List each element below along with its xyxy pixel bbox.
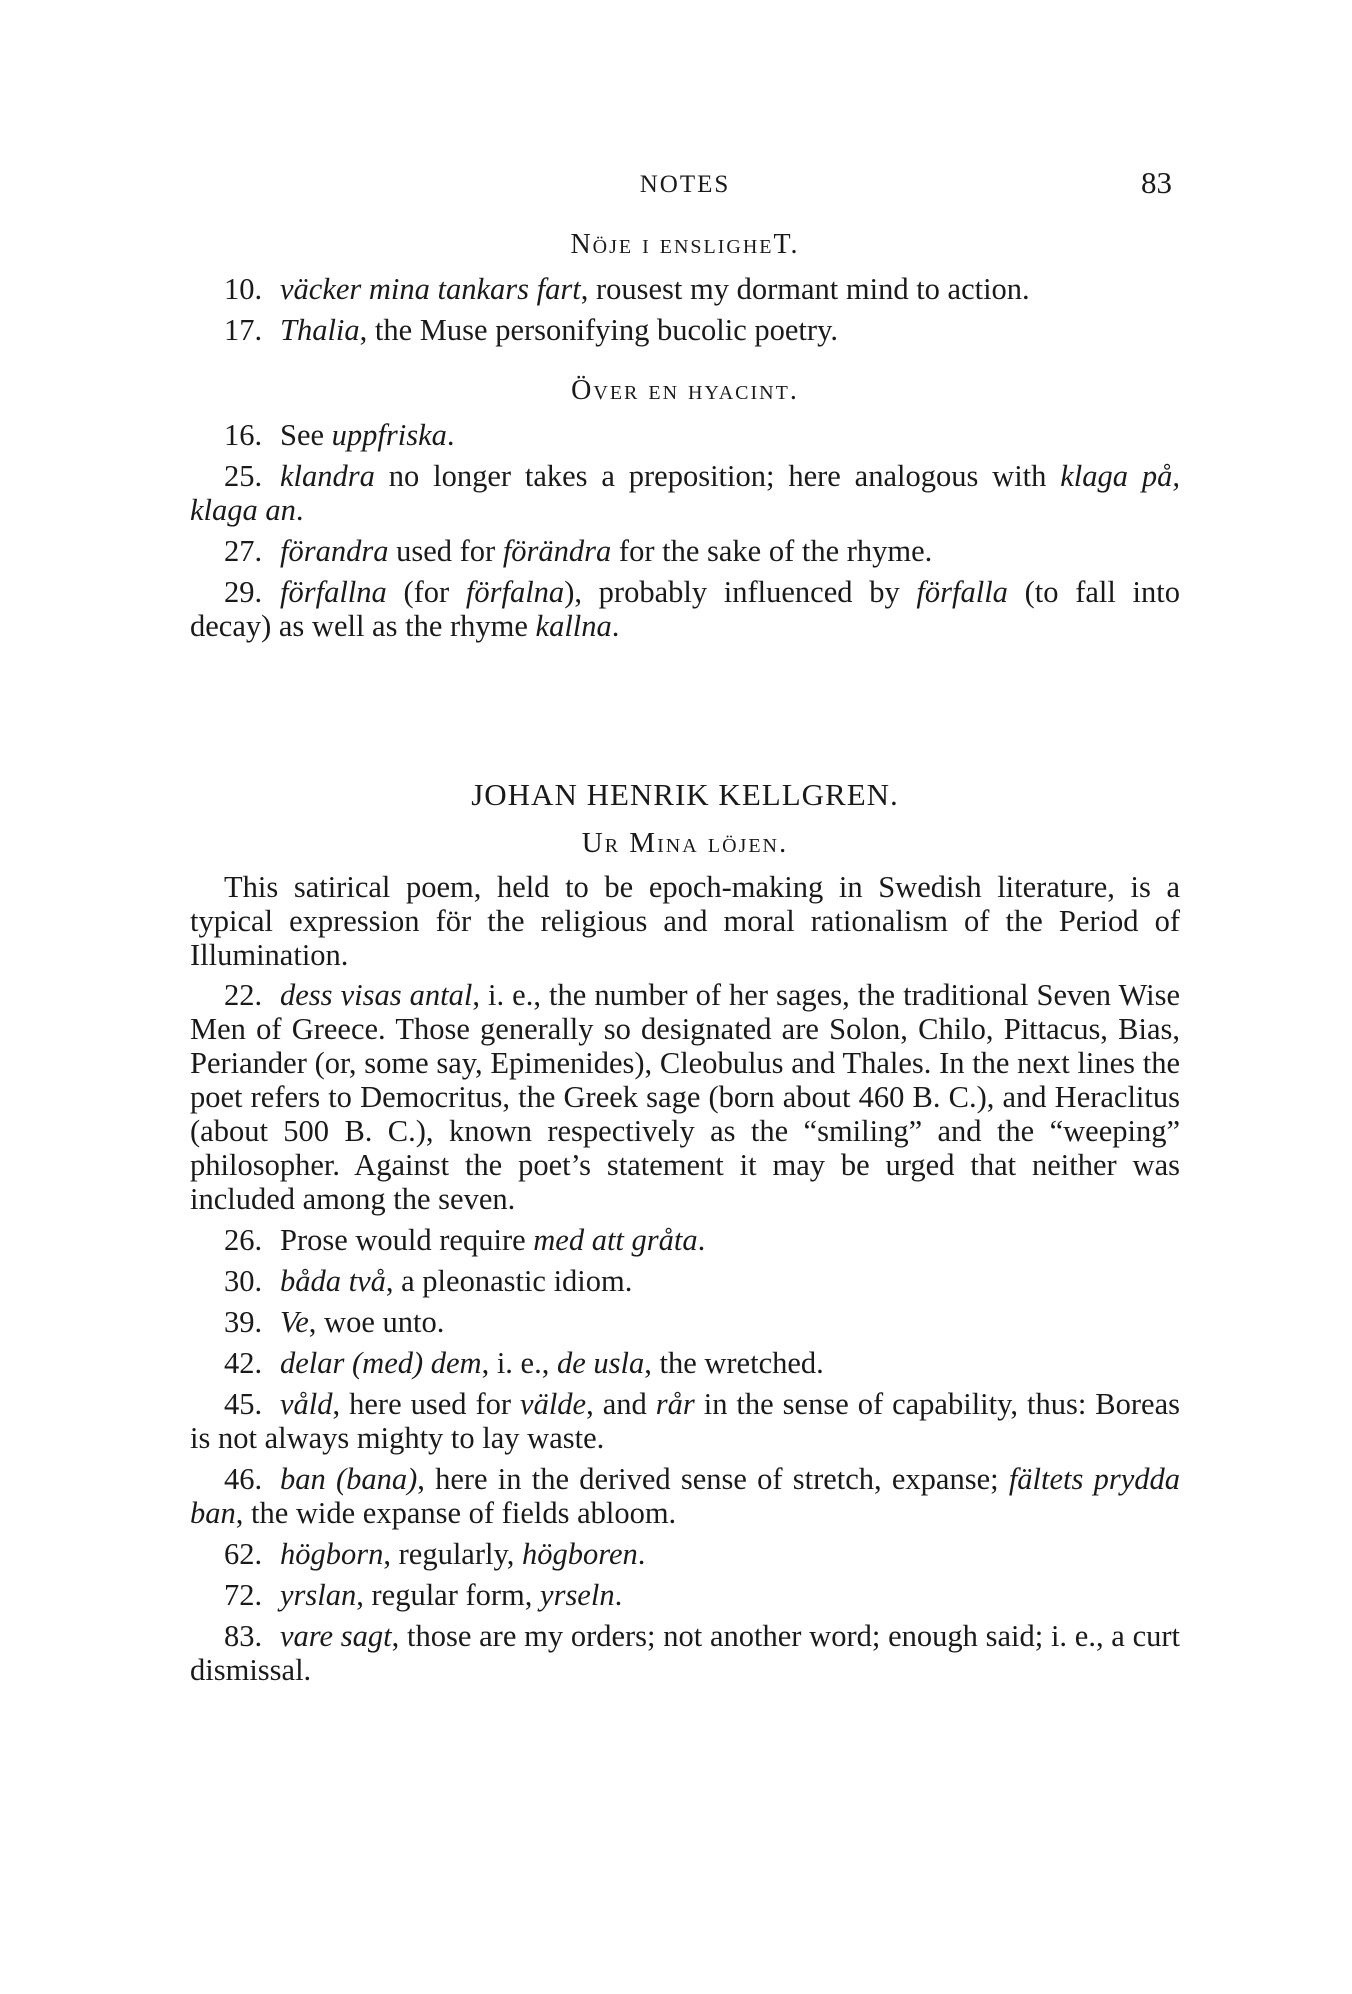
note: 27. förandra used for förändra for the sake of the rhyme. bbox=[224, 534, 933, 568]
note: 17. Thalia, the Muse personifying bucolic poetry. bbox=[224, 313, 838, 347]
note: 45. våld, here used for välde, and rår in the sense of capability, thus: Boreas is not always mighty to lay waste. bbox=[190, 1387, 1180, 1455]
page-content bbox=[190, 228, 1180, 1694]
note: 25. klandra no longer takes a preposition; here analogous with klaga på, klaga an. bbox=[190, 459, 1180, 527]
note: 29. förfallna (for förfalna), probably influenced by förfalla (to fall into decay) as well as the rhyme kallna. bbox=[190, 575, 1180, 643]
note: 26. Prose would require med att gråta. bbox=[224, 1223, 706, 1257]
note: 39. Ve, woe unto. bbox=[224, 1305, 445, 1339]
note: 16. See uppfriska. bbox=[224, 418, 455, 452]
intro-paragraph: This satirical poem, held to be epoch-making in Swedish literature, is a typical expression för the religious and moral rationalism of the Period of Illumination. bbox=[190, 870, 1180, 972]
author-heading: JOHAN HENRIK KELLGREN. bbox=[471, 777, 899, 812]
note: 83. vare sagt, those are my orders; not another word; enough said; i. e., a curt dismissal. bbox=[190, 1619, 1181, 1687]
running-title: NOTES bbox=[639, 171, 731, 198]
note: 62. högborn, regularly, högboren. bbox=[224, 1537, 646, 1571]
work-title: Ur Mina löjen. bbox=[581, 827, 789, 859]
section-heading: Nöje i ensligheT. bbox=[570, 229, 800, 260]
note: 10. väcker mina tankars fart, rousest my dormant mind to action. bbox=[224, 272, 1030, 306]
note: 72. yrslan, regular form, yrseln. bbox=[224, 1578, 623, 1612]
page-number: 83 bbox=[1141, 165, 1172, 200]
running-head bbox=[190, 165, 1180, 209]
note: 30. båda två, a pleonastic idiom. bbox=[224, 1264, 633, 1298]
section-heading: Över en hyacint. bbox=[571, 375, 799, 406]
note: 22. dess visas antal, i. e., the number of her sages, the traditional Seven Wise Men of Greece. Those generally so designated are Solon, Chilo, Pittacus, Bias, Periander (or, some say, Epimenides), Cleobulus and Thales. In the next lines the poet refers to Democritus, the Greek sage (born about 460 B. C.), and Heraclitus (about 500 B. C.), known respectively as the “smiling” and the “weeping” philosopher. Against the poet’s statement it may be urged that neither was included among the seven. bbox=[190, 978, 1180, 1216]
note: 42. delar (med) dem, i. e., de usla, the wretched. bbox=[224, 1346, 824, 1380]
note: 46. ban (bana), here in the derived sense of stretch, expanse; fältets prydda ban, the wide expanse of fields abloom. bbox=[190, 1462, 1180, 1530]
